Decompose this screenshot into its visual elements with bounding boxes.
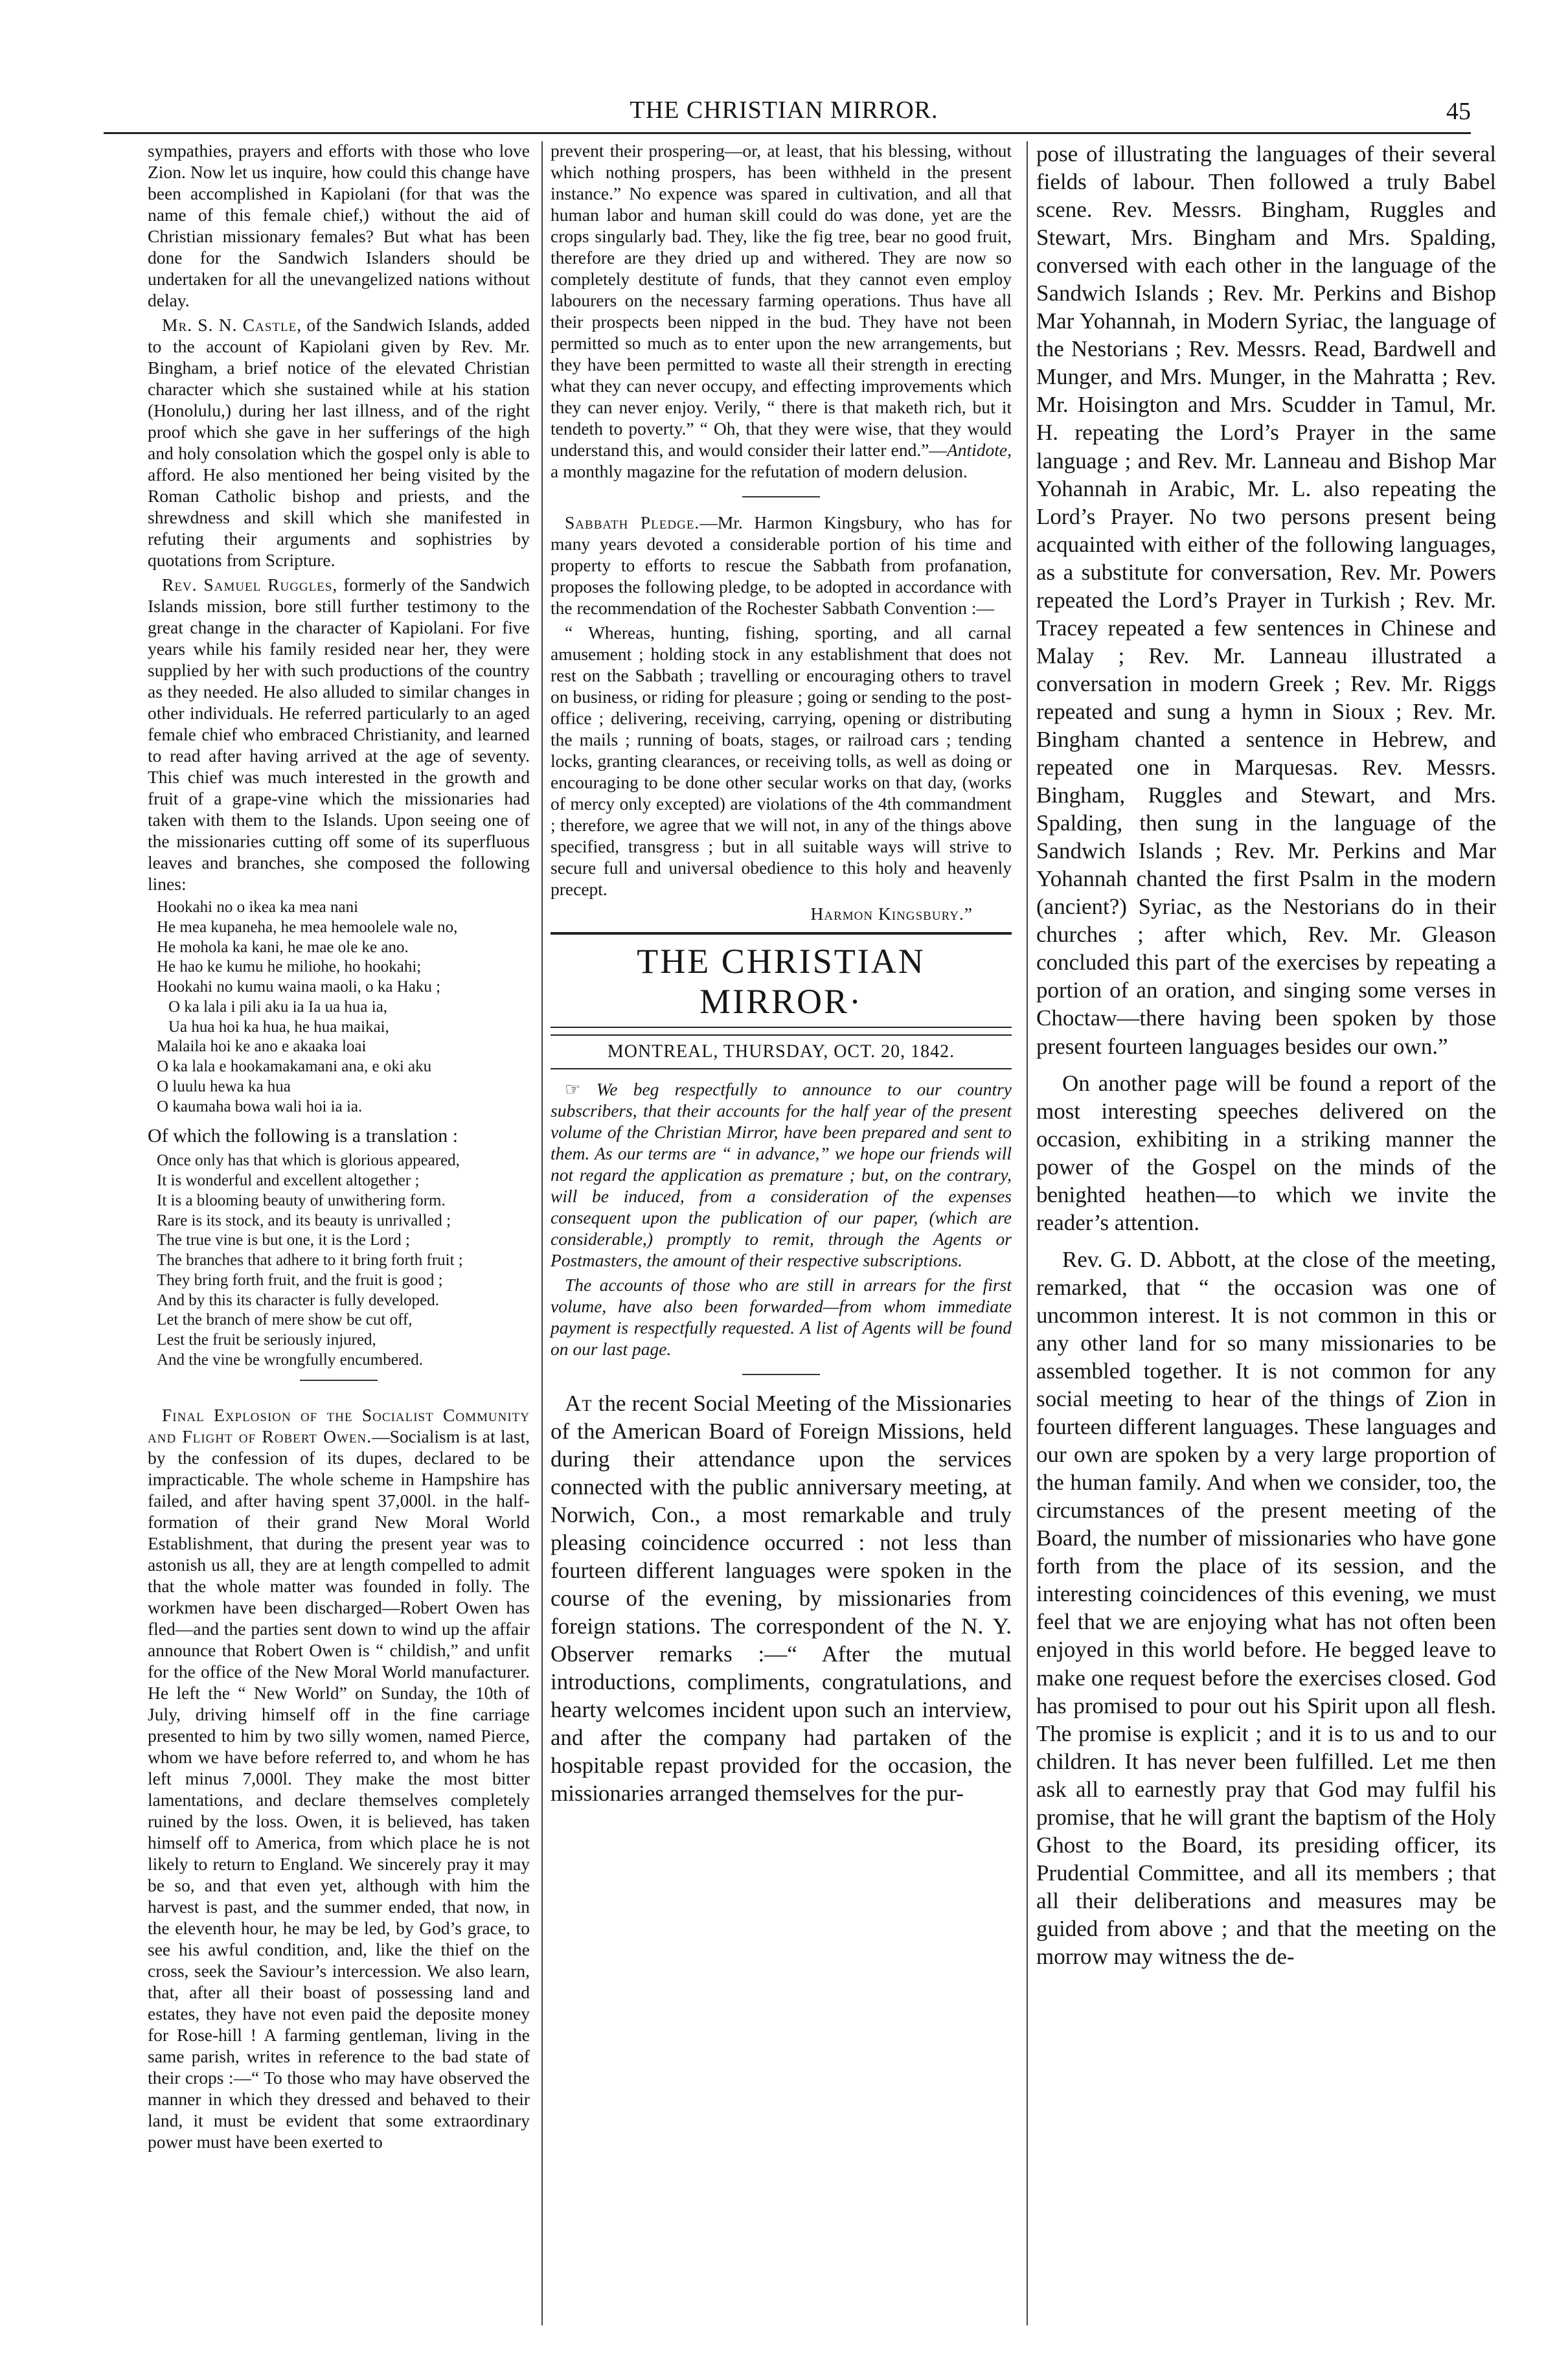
- abbott-paragraph: Rev. G. D. Abbott, at the close of the meeting, remarked, that “ the occasion was one of uncommon interest. It is not common in this or any other land for so many missionaries to be assembled together. It is not common for any social meeting to hear of the things of Zion in fourteen different languages. These languages and our own are spoken by a very large proportion of the human family. And when we consider, too, the circumstances of the present meeting of the Board, the number of missionaries who have gone forth from the place of its session, and the interesting coincidences of this evening, we must feel that we are enjoying what has not often been enjoyed in this world before. He begged leave to make one request before the exercises closed. God has promised to pour out his Spirit upon all flesh. The promise is explicit ; and it is to us and to our children. It has never been fulfilled. Let me then ask all to earnestly pray that God may fulfil his promise, that he will grant the baptism of the Holy Ghost to the Board, its presiding officer, its Prudential Committee, and all its members ; that all their deliberations and measures may be guided from above ; and that the meeting on the morrow may witness the de-: [1036, 1246, 1496, 1969]
- poem-line: O ka lala i pili aku ia Ia ua hua ia,: [168, 998, 388, 1016]
- poem-line: Let the branch of mere show be cut off,: [157, 1311, 413, 1329]
- pledge-paragraph: “ Whereas, hunting, fishing, sporting, and all carnal amusement ; holding stock in any establishment that does not rest on the Sabbath ; travelling or encouraging others to travel on business, or riding for pleasure ; going or sending to the post-office ; delivering, receiving, carrying, opening or distributing the mails ; running of boats, stages, or railroad cars ; tending locks, granting clearances, or receiving tolls, as well as doing or encouraging to be done other secular works on that day, (works of mercy only excepted) are violations of the 4th commandment ; therefore, we agree that we will not, in any of the things above specified, transgress ; but in all suitable ways will strive to secure full and universal obedience to this holy and heavenly precept.: [551, 622, 1012, 899]
- poem-line: It is a blooming beauty of unwithering form.: [157, 1191, 446, 1209]
- poem-line: And by this its character is fully developed.: [157, 1291, 439, 1309]
- section-divider: [742, 496, 820, 497]
- owen-paragraph: [148, 1404, 530, 2152]
- subscriber-notice: [551, 1078, 1012, 1271]
- poem-line: Lest the fruit be seriously injured,: [157, 1331, 376, 1349]
- poem-line: Hookahi no kumu waina maoli, o ka Haku ;: [157, 978, 441, 996]
- meeting-paragraph: [551, 1389, 1012, 1808]
- poem-line: Malaila hoi ke ano e akaaka loai: [157, 1038, 367, 1056]
- section-divider: [742, 1374, 820, 1375]
- translation-poem: [157, 1151, 530, 1370]
- masthead: THE CHRISTIAN MIRROR·: [637, 942, 926, 1021]
- poem-line: And the vine be wrongfully encumbered.: [157, 1351, 423, 1369]
- page-number: 45: [1446, 98, 1471, 125]
- dateline: MONTREAL, THURSDAY, OCT. 20, 1842.: [551, 1034, 1012, 1069]
- translation-intro: Of which the following is a translation :: [148, 1125, 459, 1147]
- poem-line: Once only has that which is glorious appeared,: [157, 1152, 460, 1170]
- castle-text: of the Sandwich Islands, added to the account of Kapiolani given by Rev. Mr. Bingham, a brief notice of the elevated Christian character which she sustained while at his station (Honolulu,) during her last illness, and of the right proof which she gave in her sufferings of the high and holy consolation which the gospel only is able to afford. He also mentioned her being visited by the Roman Catholic bishop and priests, and the shrewdness and skill which she manifested in refuting their arguments and sophistries by quotations from Scripture.: [148, 315, 530, 570]
- antidote-paragraph: [551, 140, 1012, 482]
- castle-paragraph: [148, 314, 530, 571]
- hawaiian-poem: [157, 898, 530, 1117]
- poem-line: O ka lala e hookamakamani ana, e oki aku: [157, 1058, 432, 1075]
- languages-paragraph: pose of illustrating the languages of their several fields of labour. Then followed a truly Babel scene. Rev. Messrs. Bingham, Ruggles and Stewart, Mrs. Bingham and Mrs. Spalding, conversed with each other in the language of the Sandwich Islands ; Rev. Mr. Perkins and Bishop Mar Yohannah, in Modern Syriac, the language of the Nestorians ; Rev. Messrs. Read, Bardwell and Munger, and Mrs. Munger, in the Mahratta ; Rev. Mr. Hoisington and Mrs. Scudder in Tamul, Mr. H. repeating the Lord’s Prayer in the same language ; and Rev. Mr. Lanneau and Bishop Mar Yohannah in Arabic, Mr. L. also repeating the Lord’s Prayer. No two persons present being acquainted with either of the following languages, as a substitute for conversation, Rev. Mr. Powers repeated the Lord’s Prayer in Turkish ; Rev. Mr. Tracey repeated a few sentences in Chinese and Malay ; Rev. Mr. Lanneau illustrated a conversation in modern Greek ; Rev. Mr. Riggs repeated and sung a hymn in Sioux ; Rev. Mr. Bingham chanted a sentence in Hebrew, and repeated one in Marquesas. Rev. Messrs. Bingham, Ruggles and Stewart, and Mrs. Spalding, then sung in the language of the Sandwich Islands ; Rev. Mr. Perkins and Mar Yohannah chanted the first Psalm in the modern (ancient?) Syriac, as the Nestorians do in their churches ; after which, Rev. Mr. Gleason concluded this part of the exercises by repeating a portion of an oration, and singing some verses in Choctaw—there having been spoken by those present fourteen languages besides our own.”: [1036, 141, 1496, 1059]
- poem-line: O luulu hewa ka hua: [157, 1077, 291, 1095]
- poem-line: He mea kupaneha, he mea hemoolele wale no,: [157, 918, 458, 936]
- poem-line: O kaumaha bowa wali hoi ia ia.: [157, 1097, 363, 1115]
- poem-line: They bring forth fruit, and the fruit is good ;: [157, 1271, 443, 1289]
- masthead-box: [551, 932, 1012, 1028]
- antidote-text: prevent their prospering—or, at least, that his blessing, without which nothing prospers, has been withheld in the present instance.” No expence was spared in cultivation, and all that human labor and human skill could do was done, yet are the crops singularly bad. They, like the fig tree, bear no good fruit, therefore are they dried up and withered. They are now so completely destitute of funds, that they cannot even employ labourers on the necessary farming operations. Thus have all their prospects been nipped in the bud. They have not been permitted so much as to enter upon the new arrangements, but they have been permitted to waste all their strength in erecting what they can never occupy, and effecting improvements which they can never enjoy. Verily, “ there is that maketh rich, but it tendeth to poverty.” “ Oh, that they were wise, that they would understand this, and would consider their latter end.”—: [551, 141, 1012, 460]
- poem-line: Ua hua hoi ka hua, he hua maikai,: [168, 1018, 389, 1036]
- column-left: [148, 140, 530, 2156]
- sabbath-lead: Sabbath Pledge.: [565, 512, 700, 532]
- notice-text: We beg respectfully to announce to our country subscribers, that their accounts for the half year of the present volume of the Christian Mirror, have been prepared and sent to them. As our terms are “ in advance,” we hope our friends will not regard the application as premature ; but, on the contrary, will be induced, from a consideration of the expenses consequent upon the publication of our paper, (which are considerable,) promptly to remit, through the Agents or Postmasters, the amount of their respective subscriptions.: [551, 1078, 1012, 1270]
- ruggles-text: formerly of the Sandwich Islands mission, bore still further testimony to the great change in the character of Kapiolani. For five years while his family resided near her, they were supplied by her with such productions of the country as they needed. He also alluded to similar changes in other individuals. He referred particularly to an aged female chief who embraced Christianity, and learned to read after having arrived at the age of seventy. This chief was much interested in the growth and fruit of a grape-vine which the missionaries had taken with them to the Islands. Upon seeing one of the missionaries cutting off some of its superfluous leaves and branches, she composed the following lines:: [148, 575, 530, 894]
- sabbath-text: —Mr. Harmon Kingsbury, who has for many years devoted a considerable portion of his time and property to efforts to rescue the Sabbath from profanation, proposes the following pledge, to be adopted in accordance with the recommendation of the Rochester Sabbath Convention :—: [551, 512, 1012, 618]
- running-title: THE CHRISTIAN MIRROR.: [630, 97, 938, 124]
- antidote-source: Antidote,: [946, 440, 1012, 460]
- article-paragraph: sympathies, prayers and efforts with those who love Zion. Now let us inquire, how could this change have been accomplished in Kapiolani (for that was the name of this female chief,) without the aid of Christian missionary females? But what has been done for the Sandwich Islanders should be undertaken for all the unevangelized nations without delay.: [148, 141, 530, 310]
- column-rule-right: [1027, 141, 1028, 2325]
- column-rule-left: [541, 141, 543, 2325]
- ruggles-paragraph: [148, 574, 530, 895]
- arrears-notice: The accounts of those who are still in arrears for the first volume, have also been forwarded—from whom immediate payment is respectfully requested. A list of Agents will be found on our last page.: [551, 1274, 1012, 1359]
- ruggles-lead: Rev. Samuel Ruggles,: [162, 575, 338, 595]
- section-divider: [300, 1380, 378, 1381]
- meeting-lead: At: [565, 1390, 593, 1416]
- pointing-hand-icon: ☞: [565, 1078, 581, 1099]
- poem-line: Rare is its stock, and its beauty is unrivalled ;: [157, 1211, 451, 1229]
- castle-lead: Mr. S. N. Castle,: [162, 315, 302, 335]
- header-rule: [104, 132, 1471, 134]
- column-middle: [551, 140, 1012, 1810]
- pledge-signature: Harmon Kingsbury.”: [810, 904, 973, 924]
- column-right: [1036, 140, 1496, 1979]
- report-paragraph: On another page will be found a report of the most interesting speeches delivered on the occasion, exhibiting in a striking manner the power of the Gospel on the minds of the benighted heathen—to which we invite the reader’s attention.: [1036, 1070, 1496, 1235]
- poem-line: Hookahi no o ikea ka mea nani: [157, 898, 359, 916]
- poem-line: It is wonderful and excellent altogether ;: [157, 1172, 420, 1189]
- owen-lead: Final Explosion of the Socialist Community and Flight of Robert Owen.: [148, 1404, 530, 1446]
- poem-line: He hao ke kumu he miliohe, ho hookahi;: [157, 958, 422, 976]
- poem-line: The branches that adhere to it bring forth fruit ;: [157, 1251, 463, 1269]
- antidote-tail: a monthly magazine for the refutation of modern delusion.: [551, 461, 968, 481]
- poem-line: The true vine is but one, it is the Lord ;: [157, 1231, 410, 1249]
- owen-text: —Socialism is at last, by the confession of its dupes, declared to be impracticable. The whole scheme in Hampshire has failed, and after having spent 37,000l. in the half-formation of their grand New Moral World Establishment, that during the present year was to astonish us all, they are at length compelled to admit that the whole matter was founded in folly. The workmen have been discharged—Robert Owen has fled—and the parties sent down to wind up the affair announce that Robert Owen is “ childish,” and unfit for the office of the New Moral World manufacturer. He left the “ New World” on Sunday, the 10th of July, driving himself off in the fine carriage presented to him by two silly women, named Pierce, whom we have before referred to, and whom he has left minus 7,000l. They make the most bitter lamentations, and declare themselves completely ruined by the loss. Owen, it is believed, has taken himself off to America, from which place he is not likely to return to England. We sincerely pray it may be so, and that even yet, although with him the harvest is past, and the summer ended, that now, in the eleventh hour, he may be led, by God’s grace, to see his awful condition, and, like the thief on the cross, seek the Saviour’s intercession. We also learn, that, after all their boast of possessing land and estates, they have not even paid the deposite money for Rose-hill ! A farming gentleman, living in the same parish, writes in reference to the bad state of their crops :—“ To those who may have observed the manner in which they dressed and behaved to their land, it must be evident that some extraordinary power must have been exerted to: [148, 1426, 530, 2152]
- meeting-text: the recent Social Meeting of the Missionaries of the American Board of Foreign Missions, held during their attendance upon the services connected with the public anniversary meeting, at Norwich, Con., a most remarkable and truly pleasing coincidence occurred : not less than fourteen different languages were spoken in the course of the evening, by missionaries from foreign stations. The correspondent of the N. Y. Observer remarks :—“ After the mutual introductions, compliments, congratulations, and hearty welcomes incident upon such an interview, and after the company had partaken of the hospitable repast provided for the occasion, the missionaries arranged themselves for the pur-: [551, 1390, 1012, 1807]
- poem-line: He mohola ka kani, he mae ole ke ano.: [157, 938, 409, 956]
- sabbath-paragraph: [551, 512, 1012, 619]
